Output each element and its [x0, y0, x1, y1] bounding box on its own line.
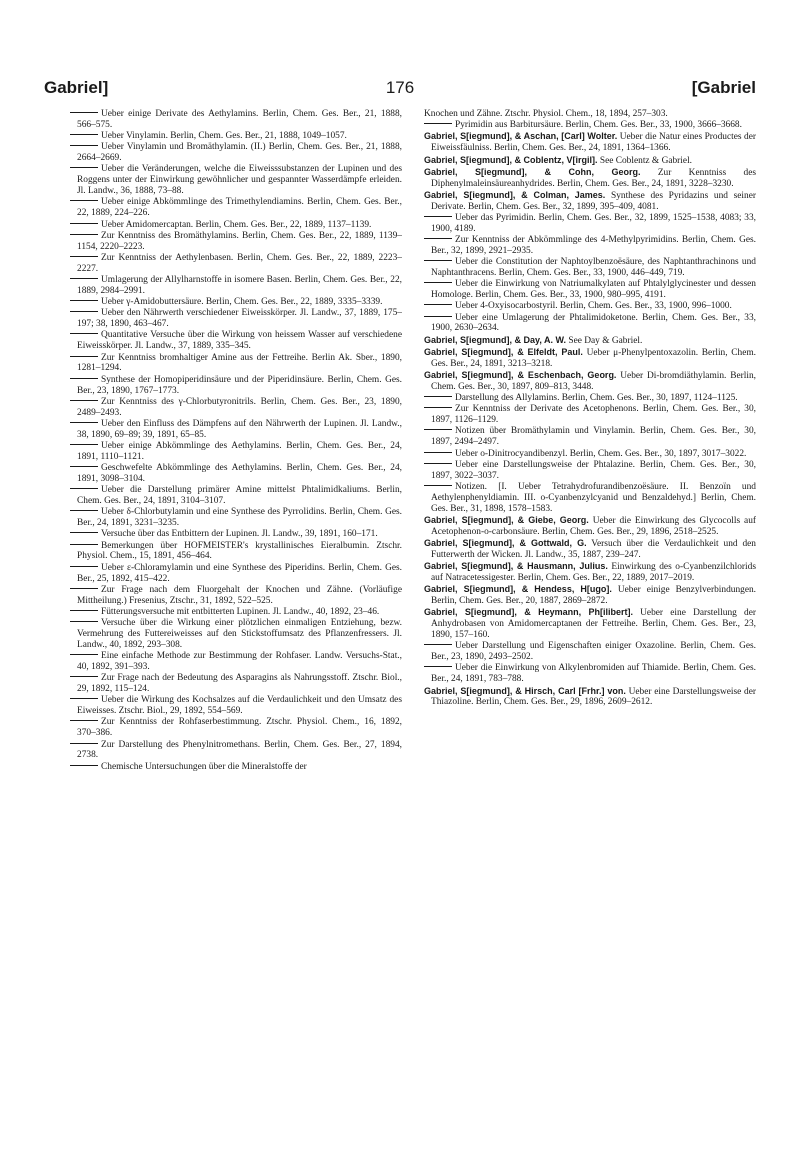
ditto-dash [424, 666, 452, 667]
bibliography-entry [424, 347, 756, 370]
left-column [70, 109, 402, 773]
entry-text: Notizen. [I. Ueber Tetrahydrofurandibenzoësäure. II. Benzoïn und Aethylenphenyldiamin. III. o-Cyanbenzylcyanid und Benzaldehyd.] Berlin, Chem. Ges. Ber., 31, 1898, 1578–1583. [431, 481, 756, 514]
entry-text: Ueber die Constitution der Naphtoylbenzoësäure, des Naphtanthrachinons und Naphtanthracens. Berlin, Chem. Ges. Ber., 33, 1900, 446–449, 719. [431, 257, 756, 279]
entry-author: Gabriel, S[iegmund], & Colman, James. [424, 189, 606, 200]
bibliography-entry [424, 515, 756, 538]
bibliography-entry [424, 109, 756, 120]
bibliography-entry [70, 740, 402, 762]
ditto-dash [70, 698, 98, 699]
ditto-dash [70, 720, 98, 721]
bibliography-entry [70, 220, 402, 231]
entry-text: Zur Kenntniss bromhaltiger Amine aus der Fettreihe. Berlin Ak. Sber., 1890, 1281–1294. [77, 352, 402, 374]
bibliography-entry [70, 463, 402, 485]
entry-author: Gabriel, S[iegmund], & Elfeldt, Paul. [424, 346, 583, 357]
entry-text: Ueber den Nährwerth verschiedener Eiweisskörper. Jl. Landw., 37, 1889, 175–197; 38, 1890, 463–467. [77, 308, 402, 330]
bibliography-entry [70, 541, 402, 563]
ditto-dash [70, 300, 98, 301]
entry-text: Ueber Vinylamin. Berlin, Chem. Ges. Ber., 21, 1888, 1049–1057. [101, 131, 347, 142]
entry-author: Gabriel, S[iegmund], & Cohn, Georg. [424, 166, 641, 177]
ditto-dash [70, 444, 98, 445]
ditto-dash [424, 485, 452, 486]
entry-text: Zur Kenntniss des Diphenylmaleinsäureanhydrides. Berlin, Chem. Ges. Ber., 24, 1891, 3228–3230. [431, 167, 757, 189]
entry-text: Ueber Amidomercaptan. Berlin, Chem. Ges. Ber., 22, 1889, 1137–1139. [101, 219, 372, 230]
bibliography-entry [424, 257, 756, 279]
bibliography-entry [424, 393, 756, 404]
bibliography-entry [70, 485, 402, 507]
entry-text: Ueber einige Derivate des Aethylamins. Berlin, Chem. Ges. Ber., 21, 1888, 566–575. [77, 109, 402, 130]
bibliography-entry [70, 142, 402, 164]
bibliography-entry [424, 301, 756, 312]
ditto-dash [424, 452, 452, 453]
bibliography-entry [70, 695, 402, 717]
ditto-dash [70, 167, 98, 168]
ditto-dash [70, 588, 98, 589]
entry-author: Gabriel, S[iegmund], & Hirsch, Carl [Frhr.] von. [424, 685, 626, 696]
ditto-dash [70, 544, 98, 545]
ditto-dash [70, 234, 98, 235]
entry-text: Zur Frage nach der Bedeutung des Asparagins als Nahrungsstoff. Ztschr. Biol., 29, 1892, 115–124. [77, 673, 402, 695]
entry-text: Eine einfache Methode zur Bestimmung der Rohfaser. Landw. Versuchs-Stat., 40, 1892, 391–393. [77, 651, 402, 673]
header-right-term: [Gabriel [691, 78, 756, 97]
entry-author: Gabriel, S[iegmund], & Gottwald, G. [424, 537, 587, 548]
bibliography-entry [424, 607, 756, 641]
ditto-dash [424, 396, 452, 397]
entry-author: Gabriel, S[iegmund], & Coblentz, V[irgil]. [424, 154, 598, 165]
bibliography-entry [70, 197, 402, 219]
entry-author: Gabriel, S[iegmund], & Day, A. W. [424, 334, 567, 345]
ditto-dash [70, 145, 98, 146]
entry-text: Versuche über das Entbittern der Lupinen. Jl. Landw., 39, 1891, 160–171. [101, 529, 378, 540]
bibliography-entry [424, 561, 756, 584]
bibliography-entry [70, 164, 402, 197]
ditto-dash [70, 378, 98, 379]
entry-text: Zur Kenntniss der Abkömmlinge des 4-Methylpyrimidins. Berlin, Chem. Ges. Ber., 32, 1899, 2921–2935. [431, 235, 756, 256]
entry-text: Zur Kenntniss der Aethylenbasen. Berlin, Chem. Ges. Ber., 22, 1889, 2223–2227. [77, 252, 402, 274]
entry-text: Ueber ε-Chloramylamin und eine Synthese des Piperidins. Berlin, Chem. Ges. Ber., 25, 1892, 415–422. [77, 562, 402, 584]
ditto-dash [70, 400, 98, 401]
entry-author: Gabriel, S[iegmund], & Aschan, [Carl] Wolter. [424, 131, 618, 142]
bibliography-entry [70, 297, 402, 308]
entry-text: Synthese der Homopiperidinsäure und der Piperidinsäure. Berlin, Chem. Ges. Ber., 23, 1890, 1767–1773. [77, 374, 402, 396]
entry-text: Ueber einige Abkömmlinge des Trimethylendiamins. Berlin, Chem. Ges. Ber., 22, 1889, 224–226. [77, 197, 402, 219]
entry-author: Gabriel, S[iegmund], & Giebe, Georg. [424, 514, 589, 525]
entry-text: Ueber 4-Oxyisocarbostyril. Berlin, Chem. Ges. Ber., 33, 1900, 996–1000. [455, 301, 732, 312]
page-number: 176 [385, 78, 415, 97]
entry-text: Ueber einige Abkömmlinge des Aethylamins. Berlin, Chem. Ges. Ber., 24, 1891, 1110–1121. [77, 440, 402, 462]
ditto-dash [70, 333, 98, 334]
entry-author: Gabriel, S[iegmund], & Hendess, H[ugo]. [424, 584, 612, 595]
entry-text: Fütterungsversuche mit entbitterten Lupinen. Jl. Landw., 40, 1892, 23–46. [101, 606, 380, 617]
ditto-dash [424, 316, 452, 317]
bibliography-entry [424, 449, 756, 460]
entry-author: Gabriel, S[iegmund], & Heymann, Ph[ilibert]. [424, 607, 633, 618]
entry-text: Zur Kenntniss des Bromäthylamins. Berlin, Chem. Ges. Ber., 22, 1889, 1139–1154, 2220–2223. [77, 230, 402, 252]
bibliography-entry [70, 618, 402, 651]
ditto-dash [70, 134, 98, 135]
ditto-dash [424, 282, 452, 283]
ditto-dash [424, 304, 452, 305]
bibliography-entry [70, 762, 402, 773]
ditto-dash [424, 123, 452, 124]
bibliography-entry [424, 686, 756, 709]
header-left-term: Gabriel] [44, 78, 109, 97]
ditto-dash [424, 260, 452, 261]
entry-text: Ueber eine Darstellung der Anhydrobasen von Amidomercaptanen der Fettreihe. Berlin, Chem. Ges. Ber., 23, 1890, 157–160. [431, 608, 756, 641]
entry-text: Bemerkungen über HOFMEISTER's krystallinisches Eieralbumin. Ztschr. Physiol. Chem., 15, 1891, 456–464. [77, 540, 402, 562]
ditto-dash [70, 356, 98, 357]
entry-text: Synthese des Pyridazins und seiner Derivate. Berlin, Chem. Ges. Ber., 32, 1899, 395–409, 4081. [431, 190, 757, 212]
entry-author: Gabriel, S[iegmund], & Eschenbach, Georg. [424, 370, 617, 380]
bibliography-entry [70, 651, 402, 673]
ditto-dash [70, 256, 98, 257]
ditto-dash [70, 466, 98, 467]
ditto-dash [70, 422, 98, 423]
bibliography-entry [70, 717, 402, 739]
bibliography-entry [424, 404, 756, 426]
entry-text: Knochen und Zähne. Ztschr. Physiol. Chem., 18, 1894, 257–303. [424, 109, 668, 119]
entry-text: Ueber δ-Chlorbutylamin und eine Synthese des Pyrrolidins. Berlin, Chem. Ges. Ber., 24, 1891, 3231–3235. [77, 507, 402, 529]
entry-text: Zur Kenntniss der Derivate des Acetophenons. Berlin, Chem. Ges. Ber., 30, 1897, 1126–1129. [431, 404, 756, 426]
entry-text: Ueber einige Benzylverbindungen. Berlin, Chem. Ges. Ber., 20, 1887, 2869–2872. [431, 585, 757, 607]
ditto-dash [70, 621, 98, 622]
ditto-dash [70, 510, 98, 511]
entry-text: Einwirkung des o-Cyanbenzilchlorids auf Natracetessigester. Berlin, Chem. Ges. Ber., 22, 1889, 2017–2019. [431, 562, 756, 583]
entry-text: Ueber μ-Phenylpentoxazolin. Berlin, Chem. Ges. Ber., 24, 1891, 3213–3218. [431, 347, 757, 369]
entry-text: Geschwefelte Abkömmlinge des Aethylamins. Berlin, Chem. Ges. Ber., 24, 1891, 3098–3104. [77, 463, 402, 484]
bibliography-entry [70, 507, 402, 529]
bibliography-entry [424, 482, 756, 515]
ditto-dash [70, 112, 98, 113]
bibliography-entry [424, 131, 756, 154]
bibliography-entry [70, 330, 402, 352]
bibliography-entry [70, 673, 402, 695]
bibliography-entry [424, 584, 756, 607]
entry-text: Ueber die Natur eines Productes der Eiweissfäulniss. Berlin, Chem. Ges. Ber., 24, 1891, 1364–1366. [431, 132, 757, 154]
bibliography-entry [424, 235, 756, 257]
bibliography-entry [70, 231, 402, 253]
ditto-dash [70, 488, 98, 489]
entry-text: Zur Darstellung des Phenylnitromethans. Berlin, Chem. Ges. Ber., 27, 1894, 2738. [77, 739, 402, 761]
entry-text: Zur Kenntniss der Rohfaserbestimmung. Ztschr. Physiol. Chem., 16, 1892, 370–386. [77, 717, 402, 739]
entry-text: Ueber eine Umlagerung der Phtalimidoketone. Berlin, Chem. Ges. Ber., 33, 1900, 2630–2634. [431, 312, 756, 334]
right-column [424, 109, 756, 709]
ditto-dash [424, 216, 452, 217]
entry-text: Versuch über die Verdaulichkeit und den Futterwerth der Wicken. Jl. Landw., 35, 1887, 239–247. [431, 538, 756, 560]
bibliography-entry [424, 663, 756, 685]
ditto-dash [424, 429, 452, 430]
bibliography-entry [70, 275, 402, 297]
bibliography-entry [424, 213, 756, 235]
bibliography-entry [424, 641, 756, 663]
entry-text: Notizen über Bromäthylamin und Vinylamin. Berlin, Chem. Ges. Ber., 30, 1897, 2494–2497. [431, 426, 756, 448]
entry-text: Ueber eine Darstellungsweise der Phtalazine. Berlin, Chem. Ges. Ber., 30, 1897, 3022–3037. [431, 459, 756, 481]
ditto-dash [424, 238, 452, 239]
entry-text: Versuche über die Wirkung einer plötzlichen einmaligen Entziehung, bezw. Vermehrung des Futtereiweisses auf den Stickstoffumsatz des Pflanzenfressers. Jl. Landw., 40, 1892, 293–308. [77, 618, 402, 650]
bibliography-entry [424, 335, 756, 347]
entry-text: Ueber Darstellung und Eigenschaften einiger Oxazoline. Berlin, Chem. Ges. Ber., 23, 1890, 2493–2502. [431, 641, 756, 663]
entry-text: Ueber die Darstellung primärer Amine mittelst Phtalimidkaliums. Berlin, Chem. Ges. Ber., 24, 1891, 3104–3107. [77, 485, 402, 507]
bibliography-entry [70, 563, 402, 585]
bibliography-entry [424, 120, 756, 131]
ditto-dash [70, 278, 98, 279]
bibliography-entry [70, 441, 402, 463]
bibliography-entry [70, 375, 402, 397]
ditto-dash [70, 223, 98, 224]
page-header [44, 78, 756, 104]
entry-author: Gabriel, S[iegmund], & Hausmann, Julius. [424, 561, 608, 572]
bibliography-entry [70, 529, 402, 540]
ditto-dash [70, 566, 98, 567]
bibliography-entry [424, 167, 756, 190]
ditto-dash [424, 407, 452, 408]
entry-text: Darstellung des Allylamins. Berlin, Chem. Ges. Ber., 30, 1897, 1124–1125. [455, 393, 738, 404]
entry-text: Ueber das Pyrimidin. Berlin, Chem. Ges. Ber., 32, 1899, 1525–1538, 4083; 33, 1900, 4189. [431, 212, 756, 234]
bibliography-entry [70, 253, 402, 275]
entry-text: Ueber Di-bromdiäthylamin. Berlin, Chem. Ges. Ber., 30, 1897, 809–813, 3448. [431, 371, 756, 392]
entry-text: Ueber die Veränderungen, welche die Eiweisssubstanzen der Lupinen und des Roggens unter der Einwirkung gewöhnlicher und gespannter Wasserdämpfe erleiden. Jl. Landw., 36, 1888, 73–88. [77, 164, 402, 197]
ditto-dash [70, 743, 98, 744]
entry-text: Ueber die Einwirkung des Glycocolls auf Acetophenon-o-carbonsäure. Berlin, Chem. Ges. Ber., 29, 1896, 2518–2525. [431, 515, 757, 537]
bibliography-entry [70, 607, 402, 618]
entry-text: Ueber γ-Amidobuttersäure. Berlin, Chem. Ges. Ber., 22, 1889, 3335–3339. [101, 297, 383, 308]
bibliography-entry [70, 419, 402, 441]
bibliography-entry [424, 460, 756, 482]
bibliography-entry [424, 313, 756, 335]
entry-text: Ueber die Wirkung des Kochsalzes auf die Verdaulichkeit und den Umsatz des Eiweisses. Ztschr. Biol., 29, 1892, 554–569. [77, 695, 402, 717]
entry-text: Ueber die Einwirkung von Natriumalkylaten auf Phtalylglycinester und dessen Homologe. Berlin, Chem. Ges. Ber., 33, 1900, 980–995, 4191. [431, 279, 756, 301]
ditto-dash [70, 765, 98, 766]
entry-text: See Day & Gabriel. [568, 335, 643, 346]
bibliography-entry [70, 131, 402, 142]
bibliography-entry [424, 190, 756, 213]
ditto-dash [70, 676, 98, 677]
bibliography-entry [424, 426, 756, 448]
entry-text: Ueber eine Darstellungsweise der Thiazoline. Berlin, Chem. Ges. Ber., 29, 1896, 2609–2612. [431, 686, 757, 708]
ditto-dash [424, 463, 452, 464]
ditto-dash [424, 644, 452, 645]
entry-text: Ueber o-Dinitrocyandibenzyl. Berlin, Chem. Ges. Ber., 30, 1897, 3017–3022. [455, 448, 747, 459]
entry-text: Ueber Vinylamin und Bromäthylamin. (II.) Berlin, Chem. Ges. Ber., 21, 1888, 2664–2669. [77, 142, 402, 164]
bibliography-entry [70, 585, 402, 607]
bibliography-entry [70, 109, 402, 131]
bibliography-entry [424, 370, 756, 393]
bibliography-entry [424, 155, 756, 167]
ditto-dash [70, 532, 98, 533]
bibliography-entry [70, 308, 402, 330]
entry-text: Pyrimidin aus Barbitursäure. Berlin, Chem. Ges. Ber., 33, 1900, 3666–3668. [455, 120, 742, 131]
entry-text: See Coblentz & Gabriel. [599, 155, 693, 166]
ditto-dash [70, 610, 98, 611]
bibliography-entry [70, 397, 402, 419]
ditto-dash [70, 200, 98, 201]
entry-text: Ueber die Einwirkung von Alkylenbromiden auf Thiamide. Berlin, Chem. Ges. Ber., 24, 1891, 783–788. [431, 663, 756, 685]
entry-text: Chemische Untersuchungen über die Mineralstoffe der [101, 761, 307, 772]
bibliography-entry [70, 353, 402, 375]
entry-text: Zur Kenntniss des γ-Chlorbutyronitrils. Berlin, Chem. Ges. Ber., 23, 1890, 2489–2493. [77, 396, 402, 418]
bibliography-entry [424, 538, 756, 561]
entry-text: Zur Frage nach dem Fluorgehalt der Knochen und Zähne. (Vorläufige Mittheilung.) Fresenius, Ztschr., 31, 1892, 522–525. [77, 584, 402, 606]
entry-text: Umlagerung der Allylharnstoffe in isomere Basen. Berlin, Chem. Ges. Ber., 22, 1889, 2984–2991. [77, 274, 402, 296]
ditto-dash [70, 311, 98, 312]
bibliography-entry [424, 279, 756, 301]
ditto-dash [70, 654, 98, 655]
entry-text: Ueber den Einfluss des Dämpfens auf den Nährwerth der Lupinen. Jl. Landw., 38, 1890, 69–89; 39, 1891, 65–85. [77, 418, 402, 440]
entry-text: Quantitative Versuche über die Wirkung von heissem Wasser auf verschiedene Eiweisskörper. Jl. Landw., 37, 1889, 335–345. [77, 330, 402, 352]
